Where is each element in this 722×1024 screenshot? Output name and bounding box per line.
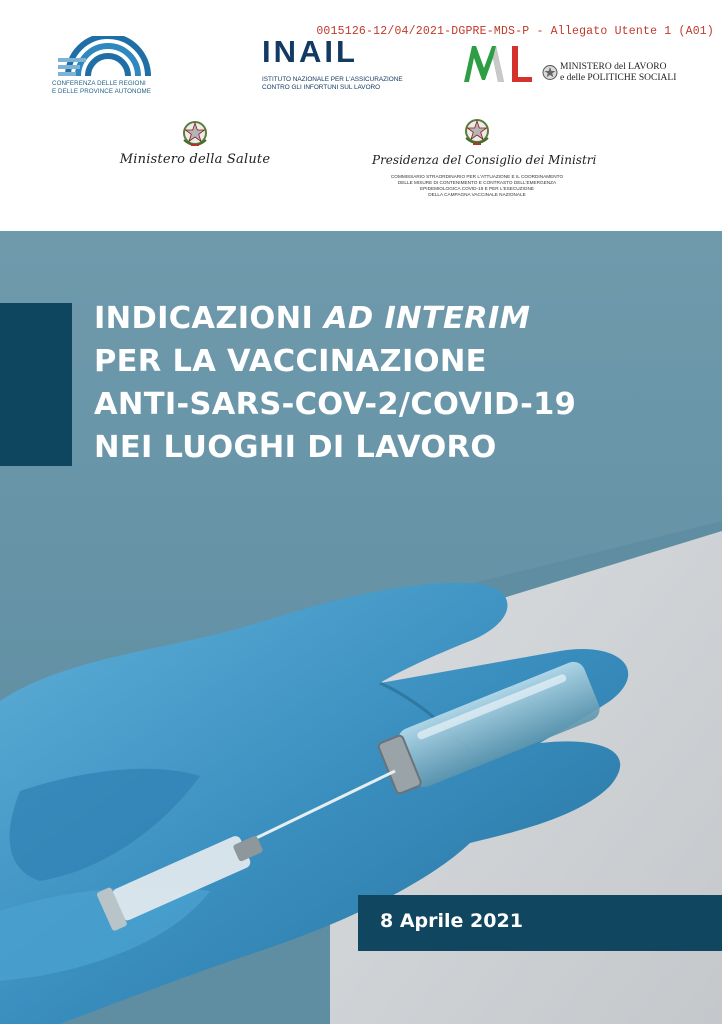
conferenza-caption-line: CONFERENZA DELLE REGIONI [52,80,146,87]
ministero-lavoro-text [560,62,676,84]
ml-monogram-icon [462,44,540,84]
date-box [358,895,722,951]
title-line-plain: INDICAZIONI [94,301,325,336]
title-line: NEI LUOGHI DI LAVORO [94,430,497,465]
document-title [94,297,704,469]
commissario-subtitle-line: DELLA CAMPAGNA VACCINALE NAZIONALE [428,192,526,197]
inail-wordmark: INAIL [262,34,358,69]
commissario-subtitle [372,174,582,198]
inail-subtitle-line: ISTITUTO NAZIONALE PER L'ASSICURAZIONE [262,76,403,83]
ministero-salute-logo [115,118,275,172]
ministero-lavoro-line: e delle POLITICHE SOCIALI [560,73,677,83]
cover-panel [0,231,722,1024]
inail-logo [262,36,412,92]
commissario-subtitle-line: DELLE MISURE DI CONTENIMENTO E CONTRASTO DELL'EMERGENZA [397,180,557,185]
commissario-subtitle-line: EPIDEMIOLOGICA COVID-19 E PER L'ESECUZIONE [420,186,534,191]
ministero-lavoro-logo [462,44,692,86]
conferenza-regioni-logo [52,36,168,98]
presidenza-consiglio-text: Presidenza del Consiglio dei Ministri [372,153,597,167]
italian-republic-emblem-icon [463,116,491,148]
title-line [94,297,704,340]
conferenza-caption [52,80,172,95]
title-accent-bar [0,303,72,466]
ministero-lavoro-line: MINISTERO del LAVORO [560,62,667,72]
inail-subtitle [262,76,412,91]
italian-republic-emblem-icon [542,64,558,81]
conferenza-caption-line: E DELLE PROVINCE AUTONOME [52,87,152,95]
commissario-subtitle-line: COMMISSARIO STRAORDINARIO PER L'ATTUAZIONE E IL COORDINAMENTO [390,174,564,179]
ministero-salute-text: Ministero della Salute [119,152,271,167]
presidenza-consiglio-logo [372,116,597,206]
publication-date: 8 Aprile 2021 [380,910,523,932]
italian-republic-emblem-icon [181,118,209,148]
protocol-stamp: 0015126-12/04/2021-DGPRE-MDS-P - Allegato Utente 1 (A01) [316,25,714,38]
inail-subtitle-line: CONTRO GLI INFORTUNI SUL LAVORO [262,83,381,91]
title-line: PER LA VACCINAZIONE [94,344,487,379]
title-line: ANTI-SARS-COV-2/COVID-19 [94,387,577,422]
conferenza-arcs-icon [58,36,158,76]
title-line-italic: AD INTERIM [324,301,531,336]
